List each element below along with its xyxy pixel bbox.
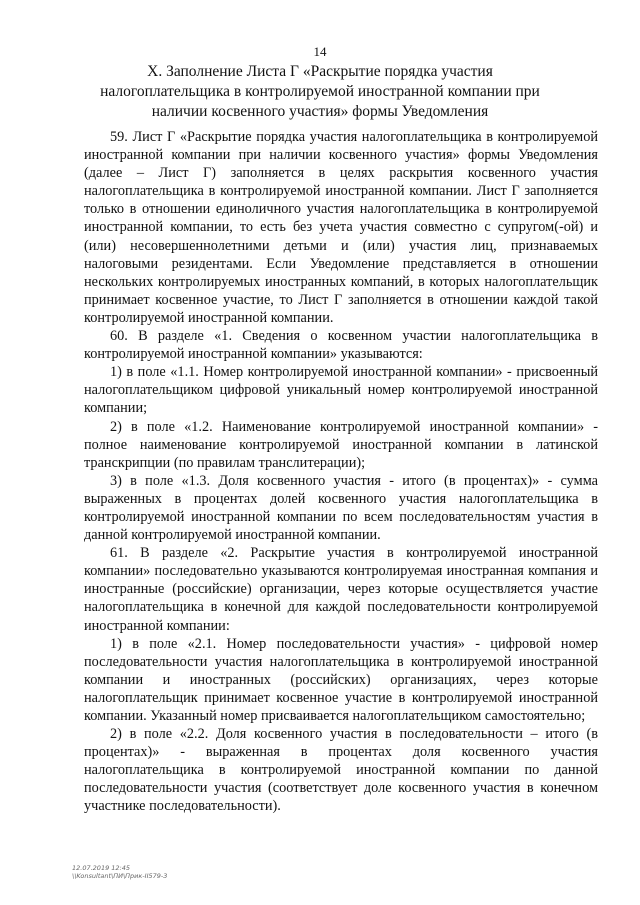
page-number: 14: [313, 44, 327, 59]
paragraph-60-item-1: 1) в поле «1.1. Номер контролируемой иностранной компании» - присвоенный налогоплательщиком цифровой уникальный номер контролируемой иностранной компании;: [84, 364, 598, 417]
paragraph-61-item-1: 1) в поле «2.1. Номер последовательности участия» - цифровой номер последовательности участия налогоплательщика в контролируемой иностранной компании и иностранных (российских) организациях, через которые налогоплательщик принимает косвенное участие в контролируемой иностранной компании. Указанный номер присваивается налогоплательщиком самостоятельно;: [84, 635, 598, 724]
footer-timestamp: 12.07.2019 12:45: [72, 864, 131, 872]
paragraph-60: 60. В разделе «1. Сведения о косвенном участии налогоплательщика в контролируемой иностранной компании» указываются:: [84, 328, 598, 363]
paragraph-61: 61. В разделе «2. Раскрытие участия в контролируемой иностранной компании» последовательно указываются контролируемая иностранная компания и иностранные (российские) организации, через которые осуществляется участие налогоплательщика в конечной для каждой последовательности контролируемой иностранной компании:: [84, 545, 598, 634]
paragraph-60-item-2: 2) в поле «1.2. Наименование контролируемой иностранной компании» - полное наименование контролируемой иностранной компании в латинской транскрипции (по правилам транслитерации);: [84, 418, 598, 471]
paragraph-61-item-2: 2) в поле «2.2. Доля косвенного участия в последовательности – итого (в процентах)» - выраженная в процентах доля косвенного участия налогоплательщика в контролируемой иностранной компании по данной последовательности участия (соответствует доле косвенного участия в конечном участнике последовательности).: [84, 726, 598, 815]
paragraph-60-item-3: 3) в поле «1.3. Доля косвенного участия - итого (в процентах)» - сумма выраженных в процентах долей косвенного участия налогоплательщика в контролируемой иностранной компании по всем последовательностям участия в данной контролируемой иностранной компании.: [84, 472, 598, 544]
document-footer: [72, 864, 167, 880]
section-heading: X. Заполнение Листа Г «Раскрытие порядка участия налогоплательщика в контролируемой иностранной компании при наличии косвенного участия» формы Уведомления: [100, 63, 540, 120]
paragraph-59: 59. Лист Г «Раскрытие порядка участия налогоплательщика в контролируемой иностранной компании при наличии косвенного участия» формы Уведомления (далее – Лист Г) заполняется в целях раскрытия косвенного участия налогоплательщика в контролируемой иностранной компании. Лист Г заполняется только в отношении единоличного участия налогоплательщика в контролируемой иностранной компании, то есть без учета участия совместно с супругом(-ой) и (или) несовершеннолетними детьми и (или) участия лиц, признаваемых налоговыми резидентами. Если Уведомление представляется в отношении нескольких контролируемых иностранных компаний, в которых налогоплательщик принимает косвенное участие, то Лист Г заполняется в отношении каждой такой контролируемой иностранной компании.: [84, 129, 598, 326]
footer-doc-ref: \\Konsultant\ПИ\Прик-II579-3: [72, 872, 168, 880]
document-body: [84, 128, 598, 816]
